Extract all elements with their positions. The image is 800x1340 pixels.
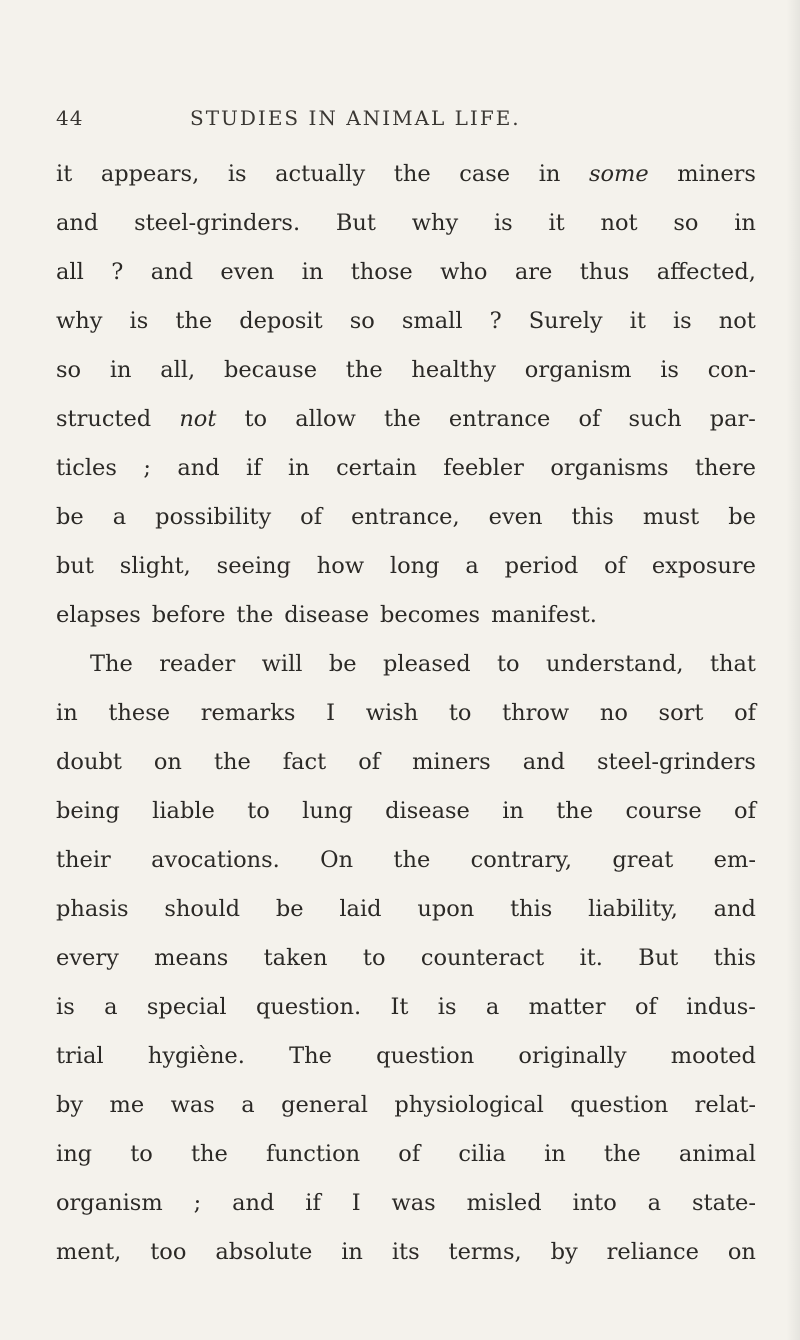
word: on [727,1239,756,1265]
word: avocations. [151,847,280,873]
word: is [672,308,692,334]
word: is [56,994,75,1020]
word: But [335,210,376,236]
word: physiological [394,1092,544,1118]
word: pleased [383,651,471,677]
word: a [241,1092,255,1118]
word: Surely [528,308,603,334]
word: of [358,749,381,775]
word: it [629,308,646,334]
word: wish [365,700,419,726]
word: liability, [588,896,678,922]
text-line [56,836,756,885]
text-line [56,787,756,836]
word: should [164,896,241,922]
word: to [130,1141,153,1167]
word: mooted [670,1043,756,1069]
word: and [232,1190,275,1216]
word: so [349,308,375,334]
word: deposit [239,308,323,334]
word: so [56,357,82,383]
word: in [544,1141,566,1167]
word: disease [385,798,470,824]
word: But [638,945,679,971]
word: doubt [56,749,122,775]
word: these [108,700,171,726]
word: ticles [56,455,117,481]
word: manifest. [491,602,597,628]
text-line [56,297,756,346]
word: lung [302,798,353,824]
word: becomes [380,602,481,628]
word: why [56,308,103,334]
word: not [600,210,638,236]
word: it [56,161,73,187]
word: is [437,994,457,1020]
word: appears, [100,161,200,187]
word: reader [159,651,236,677]
word: healthy [411,357,497,383]
word: sort [658,700,704,726]
word: the [603,1141,641,1167]
word: a [112,504,127,530]
text-line [56,640,756,689]
word: of [734,798,756,824]
text-line [56,150,756,199]
word: great [612,847,674,873]
word: before [151,602,226,628]
running-header [56,106,776,138]
word: me [109,1092,145,1118]
word: the [345,357,383,383]
word: of [734,700,756,726]
word: will [261,651,303,677]
word: the [393,847,431,873]
word: of [300,504,323,530]
word: remarks [200,700,296,726]
word: thus [579,259,630,285]
word: par- [709,406,756,432]
word: why [411,210,459,236]
word: of [398,1141,421,1167]
word: phasis [56,896,129,922]
word: even [488,504,543,530]
word: the [213,749,251,775]
word: not [718,308,756,334]
word: The [90,651,133,677]
word: organism [524,357,632,383]
word: taken [263,945,328,971]
word: to [247,798,270,824]
word: in [109,357,132,383]
text-line [56,346,756,395]
text-line [56,1179,756,1228]
word: fact [282,749,327,775]
word: that [709,651,756,677]
word: be [56,504,84,530]
word: reliance [606,1239,699,1265]
text-line [56,444,756,493]
word: certain [336,455,417,481]
word: terms, [448,1239,522,1265]
text-line [56,199,756,248]
text-line [56,1130,756,1179]
word: it. [579,945,603,971]
word: if [305,1190,321,1216]
word: in [287,455,310,481]
word: and [56,210,99,236]
word: allow [295,406,356,432]
word: liable [152,798,215,824]
word: a [485,994,500,1020]
word: a [104,994,118,1020]
word: such [628,406,682,432]
word: indus- [686,994,756,1020]
word: who [440,259,488,285]
word: was [170,1092,215,1118]
word: I [351,1190,361,1216]
word: long [389,553,440,579]
word: period [504,553,579,579]
page-edge-shadow [786,0,800,1340]
word: hygiène. [147,1043,245,1069]
text-line [56,1081,756,1130]
text-line [56,248,756,297]
word: all, [160,357,196,383]
word: all [56,259,84,285]
running-title: STUDIES IN ANIMAL LIFE. [190,106,521,130]
word: misled [466,1190,542,1216]
word: on [153,749,182,775]
word: throw [502,700,570,726]
word: the [175,308,213,334]
text-line [56,1228,756,1277]
word: entrance, [351,504,460,530]
word: in [301,259,324,285]
word: trial [56,1043,104,1069]
word: laid [339,896,382,922]
word: structed [56,406,152,432]
body-text [56,150,756,1277]
word: this [713,945,756,971]
word: in [538,161,561,187]
text-line [56,395,756,444]
word: feebler [443,455,524,481]
word: organisms [550,455,669,481]
word: and [150,259,194,285]
word: course [625,798,702,824]
word: there [695,455,756,481]
word: miners [412,749,491,775]
word: are [514,259,553,285]
word: disease [284,602,370,628]
word: be [728,504,756,530]
word: special [146,994,227,1020]
word: their [56,847,111,873]
word: so [673,210,699,236]
word: a [647,1190,662,1216]
word: in [734,210,756,236]
word: slight, [119,553,191,579]
word: to [497,651,520,677]
text-line [56,983,756,1032]
word: is [129,308,149,334]
word: ; [143,455,151,481]
text-line [56,934,756,983]
word: seeing [216,553,291,579]
page-number: 44 [56,106,84,130]
word: question [570,1092,669,1118]
word: possibility [155,504,272,530]
word: con- [707,357,756,383]
word: entrance [448,406,551,432]
word: the [556,798,594,824]
word: to [448,700,472,726]
word: counteract [420,945,545,971]
word: The [289,1043,332,1069]
word: it [548,210,565,236]
word: this [571,504,614,530]
word: the [236,602,274,628]
word: affected, [656,259,756,285]
word: the [190,1141,228,1167]
word: originally [518,1043,627,1069]
word: is [660,357,679,383]
word: relat- [694,1092,756,1118]
word: absolute [215,1239,313,1265]
word: but [56,553,94,579]
word: I [326,700,336,726]
word: is [227,161,247,187]
word: em- [713,847,756,873]
text-line [56,885,756,934]
word: because [223,357,318,383]
word: ing [56,1141,93,1167]
word: even [220,259,275,285]
word: upon [417,896,475,922]
word: ; [193,1190,202,1216]
word: its [391,1239,420,1265]
word: not [179,406,217,432]
word: of [578,406,601,432]
word: matter [528,994,606,1020]
word: actually [275,161,366,187]
word: of [604,553,627,579]
word: steel-grinders [597,749,756,775]
text-line [56,689,756,738]
word: by [56,1092,84,1118]
word: animal [678,1141,756,1167]
word: of [634,994,657,1020]
word: being [56,798,120,824]
word: the [393,161,431,187]
word: was [391,1190,436,1216]
word: a [465,553,479,579]
word: contrary, [470,847,573,873]
word: in [341,1239,363,1265]
word: organism [56,1190,163,1216]
word: and [177,455,220,481]
word: small [401,308,463,334]
word: general [281,1092,368,1118]
word: in [502,798,524,824]
word: steel-grinders. [134,210,301,236]
word: no [599,700,628,726]
word: too [150,1239,187,1265]
word: must [642,504,700,530]
word: to [244,406,268,432]
word: function [265,1141,361,1167]
word: and [713,896,756,922]
text-line [56,493,756,542]
word: the [383,406,421,432]
word: ment, [56,1239,122,1265]
word: by [550,1239,578,1265]
word: On [320,847,354,873]
word: question. [255,994,362,1020]
word: be [328,651,357,677]
word: some [588,161,649,187]
text-line [56,1032,756,1081]
word: ? [489,308,502,334]
word: in [56,700,78,726]
word: miners [677,161,756,187]
word: question [376,1043,475,1069]
word: into [572,1190,617,1216]
word: cilia [458,1141,506,1167]
word: means [154,945,229,971]
word: It [390,994,409,1020]
text-line [56,542,756,591]
word: state- [691,1190,756,1216]
word: case [459,161,511,187]
word: understand, [546,651,684,677]
word: ? [111,259,124,285]
text-line [56,738,756,787]
word: exposure [651,553,756,579]
word: and [522,749,566,775]
word: how [316,553,365,579]
word: if [246,455,262,481]
word: every [56,945,119,971]
word: to [362,945,386,971]
word: this [510,896,553,922]
word: those [350,259,413,285]
word: be [275,896,304,922]
text-line [56,591,756,640]
word: is [493,210,513,236]
word: elapses [56,602,141,628]
